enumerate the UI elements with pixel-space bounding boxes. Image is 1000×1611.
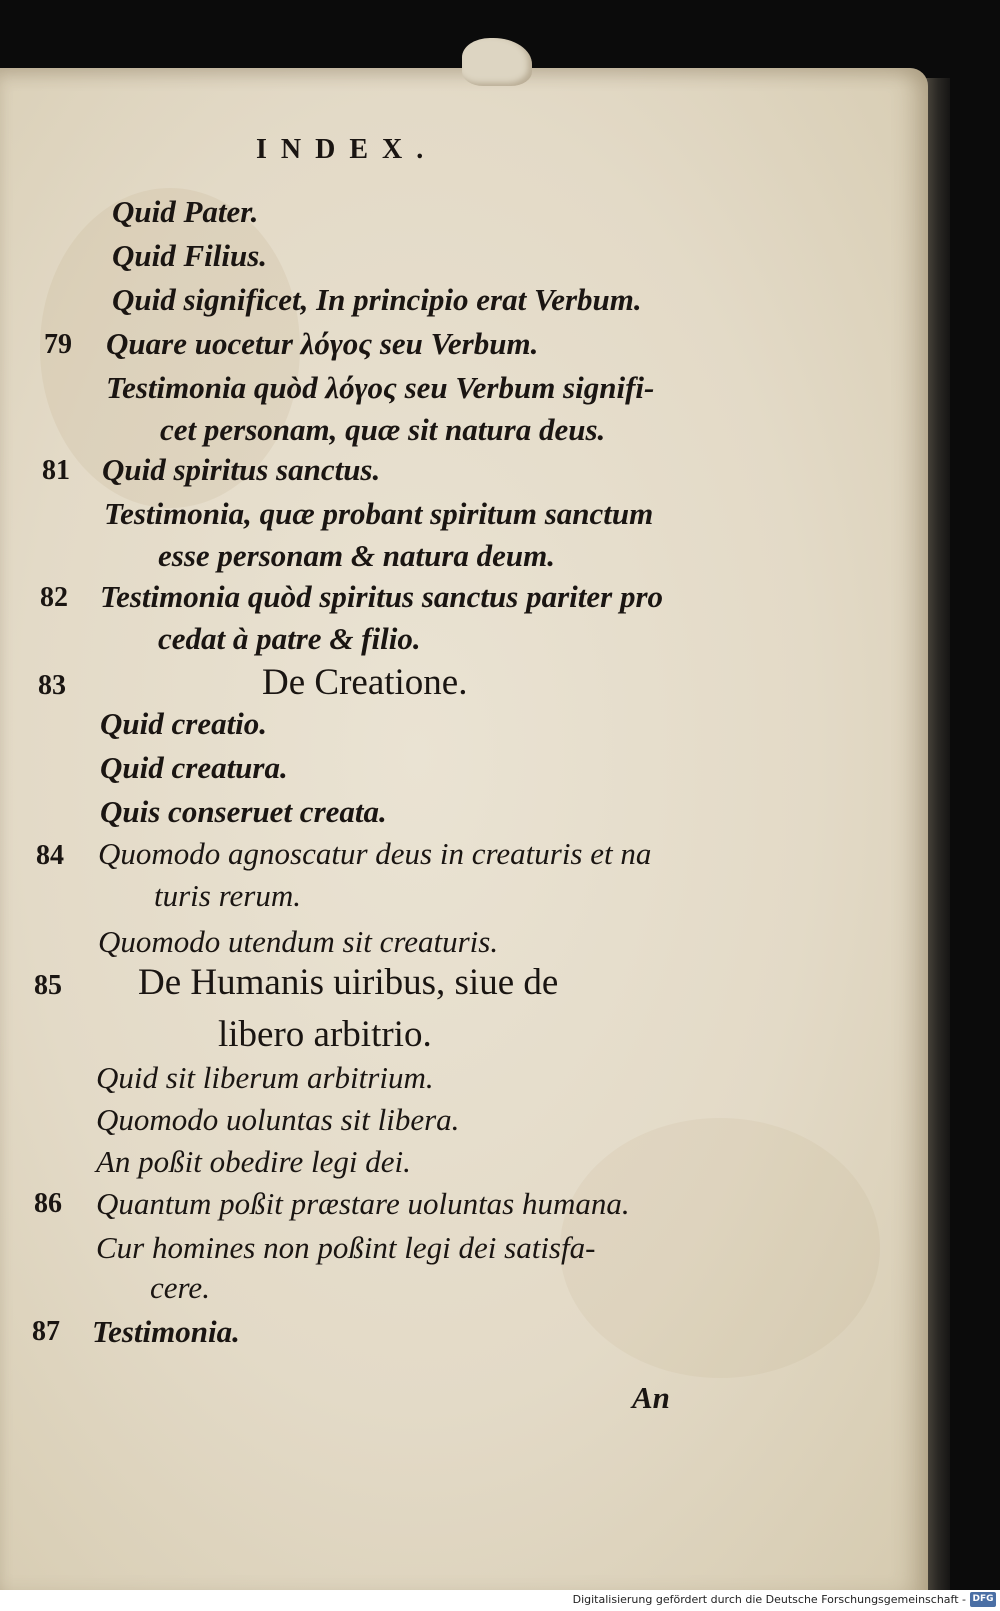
index-entry: Quis conseruet creata. xyxy=(100,794,387,829)
index-entry: cet personam, quæ sit natura deus. xyxy=(160,412,606,447)
page-number: 84 xyxy=(36,840,64,871)
index-entry: Quid significet, In principio erat Verbum. xyxy=(112,282,642,317)
index-entry: Quid spiritus sanctus. xyxy=(102,452,381,487)
footer-bar xyxy=(0,1590,1000,1611)
page-number: 81 xyxy=(42,455,70,486)
catchword: An xyxy=(632,1380,670,1415)
paper-stain xyxy=(560,1118,880,1378)
page-number: 79 xyxy=(44,329,72,360)
page-number: 82 xyxy=(40,582,68,613)
index-entry: Quomodo uoluntas sit libera. xyxy=(96,1102,460,1137)
index-entry: Quomodo utendum sit creaturis. xyxy=(98,924,499,959)
index-entry: Quantum poßit præstare uoluntas humana. xyxy=(96,1186,630,1221)
index-entry: esse personam & natura deum. xyxy=(158,538,556,573)
page-number: 86 xyxy=(34,1188,62,1219)
section-heading: libero arbitrio. xyxy=(218,1014,432,1055)
section-heading: De Creatione. xyxy=(262,662,468,703)
page-number: 83 xyxy=(38,670,66,701)
index-entry: Cur homines non poßint legi dei satisfa- xyxy=(96,1230,596,1265)
section-heading: De Humanis uiribus, siue de xyxy=(138,962,559,1003)
page-number: 85 xyxy=(34,970,62,1001)
index-entry: Testimonia quòd spiritus sanctus pariter pro xyxy=(100,579,664,614)
digitization-credit: Digitalisierung gefördert durch die Deutsche Forschungsgemeinschaft - xyxy=(572,1593,966,1606)
index-entry: cedat à patre & filio. xyxy=(158,621,421,656)
index-entry: Quomodo agnoscatur deus in creaturis et na xyxy=(98,836,652,871)
index-entry: Quid Filius. xyxy=(112,238,268,273)
index-entry: Testimonia quòd λόγος seu Verbum signifi- xyxy=(106,370,655,405)
index-entry: Testimonia, quæ probant spiritum sanctum xyxy=(104,496,654,531)
index-entry: cere. xyxy=(150,1270,210,1305)
index-entry: Quid creatio. xyxy=(100,706,268,741)
index-entry: turis rerum. xyxy=(154,878,301,913)
index-entry: Quare uocetur λόγος seu Verbum. xyxy=(106,326,539,361)
index-entry: Quid creatura. xyxy=(100,750,288,785)
index-entry: Testimonia. xyxy=(92,1314,240,1349)
index-entry: Quid Pater. xyxy=(112,194,259,229)
dfg-logo: DFG xyxy=(970,1592,996,1607)
page-number: 87 xyxy=(32,1316,60,1347)
index-entry: An poßit obedire legi dei. xyxy=(96,1144,411,1179)
running-head: INDEX. xyxy=(256,134,438,165)
index-entry: Quid sit liberum arbitrium. xyxy=(96,1060,434,1095)
